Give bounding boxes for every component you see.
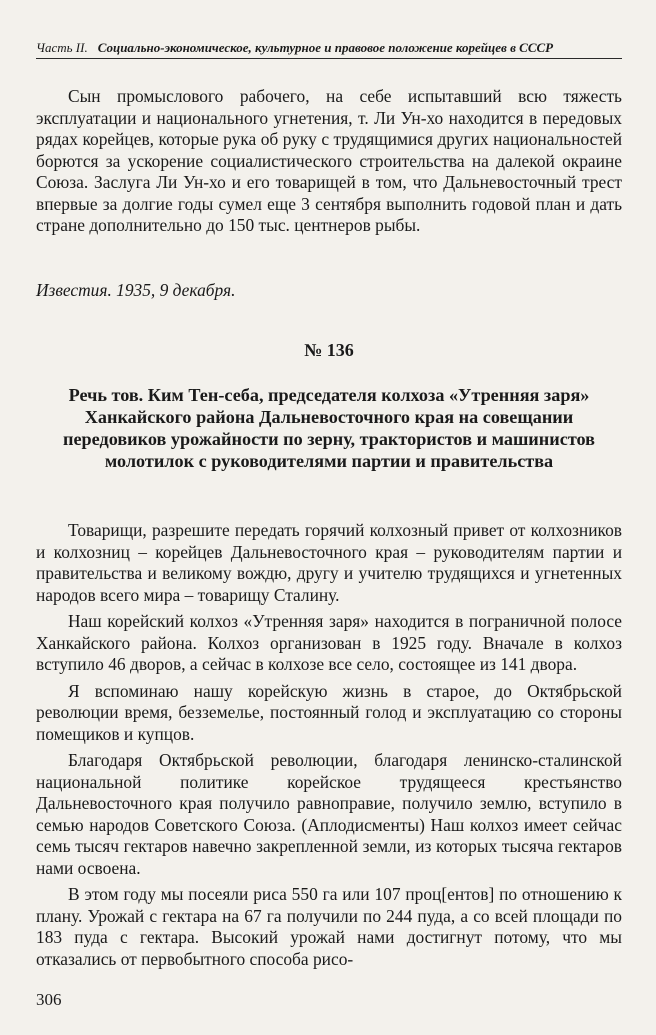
intro-paragraph: Сын промыслового рабочего, на себе испытавший всю тяжесть эксплуатации и национального угнетения, т. Ли Ун-хо находится в передовых рядах корейцев, которые рука об руку с трудящимися других национальностей борются за ускорение социалистического строительства на далекой окраине Союза. Заслуга Ли Ун-хо и его товарищей в том, что Дальневосточный трест впервые за долгие годы сумел еще 3 сентября выполнить годовой план и дать стране дополнительно до 150 тыс. центнеров рыбы. — [36, 86, 622, 235]
source-block — [36, 280, 622, 307]
speech-body — [36, 520, 622, 975]
paragraph: Наш корейский колхоз «Утренняя заря» находится в пограничной полосе Ханкайского района. Колхоз организован в 1925 году. Вначале в колхоз вступило 46 дворов, а сейчас в колхозе все село, состоящее из 141 двора. — [36, 611, 622, 674]
running-head-part: Часть II. — [36, 40, 88, 55]
intro-block — [36, 86, 622, 242]
document-title: Речь тов. Ким Тен-себа, председателя колхоза «Утренняя заря» Ханкайского района Дальневосточного края на совещании передовиков урожайности по зерну, трактористов и машинистов молотилок с руководителями партии и правительства — [63, 385, 595, 471]
paragraph: В этом году мы посеяли риса 550 га или 107 проц[ентов] по отношению к плану. Урожай с гектара на 67 га получили по 244 пуда, а со всей площади по 183 пуда с гектара. Высокий урожай нами достигнут потому, что мы отказались от первобытного способа рисо- — [36, 884, 622, 969]
running-head-title: Социально-экономическое, культурное и правовое положение корейцев в СССР — [97, 40, 554, 55]
page-number: 306 — [36, 990, 62, 1009]
running-head — [36, 40, 622, 59]
source-citation: Известия. 1935, 9 декабря. — [36, 280, 236, 300]
paragraph: Я вспоминаю нашу корейскую жизнь в старое, до Октябрьской революции время, безземелье, постоянный голод и эксплуатацию со стороны помещиков и купцов. — [36, 680, 622, 744]
document-number: № 136 — [304, 340, 354, 360]
paragraph: Благодаря Октябрьской революции, благодаря ленинско-сталинской национальной политике корейское трудящееся крестьянство Дальневосточного края получило равноправие, получило землю, вступило в семью народов Советского Союза. (Аплодисменты) Наш колхоз имеет сейчас семь тысяч гектаров навечно закрепленной земли, из которых тысяча гектаров нами освоена. — [36, 750, 622, 878]
paragraph: Товарищи, разрешите передать горячий колхозный привет от колхозников и колхозниц – корейцев Дальневосточного края – руководителям партии и правительства и великому вождю, другу и учителю трудящихся и угнетенных народов всего мира – товарищу Сталину. — [36, 520, 622, 605]
